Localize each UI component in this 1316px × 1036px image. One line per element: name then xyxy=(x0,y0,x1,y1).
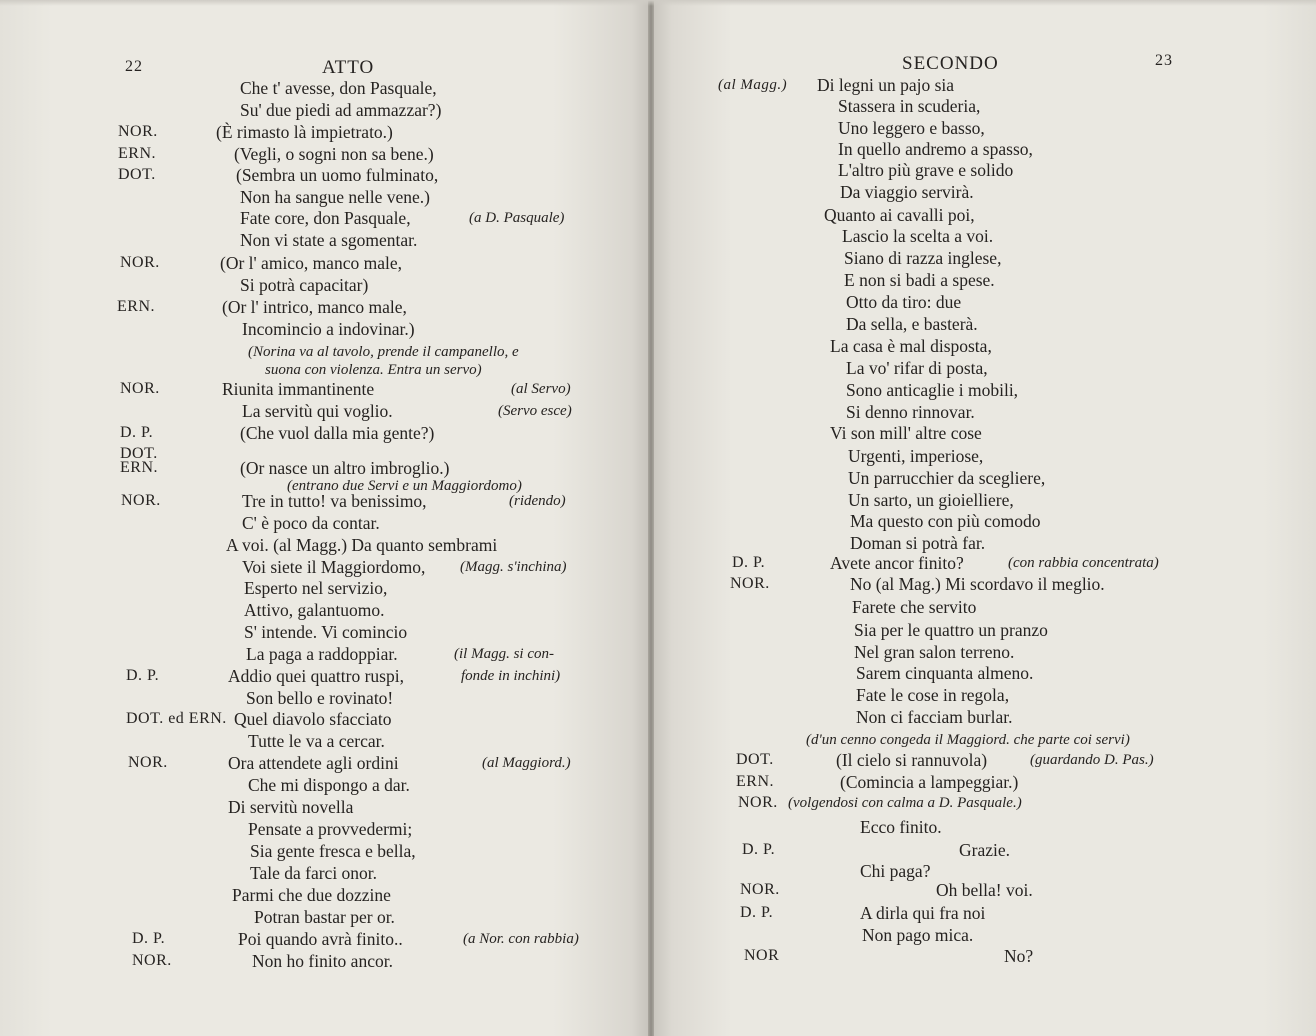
verse-line: Sono anticaglie i mobili, xyxy=(846,380,1019,400)
verse-line: Tre in tutto! va benissimo, xyxy=(242,491,427,511)
verse-line: Oh bella! voi. xyxy=(936,880,1033,900)
speaker-label: D. P. xyxy=(732,554,766,571)
verse-line: (Che vuol dalla mia gente?) xyxy=(240,423,435,443)
verse-line: Ora attendete agli ordini xyxy=(228,753,399,773)
verse-line: Da sella, e basterà. xyxy=(846,314,978,334)
verse-line: Che mi dispongo a dar. xyxy=(248,775,410,795)
stage-direction: (con rabbia concentrata) xyxy=(1008,555,1159,571)
stage-direction: suona con violenza. Entra un servo) xyxy=(265,362,482,378)
verse-line: Ecco finito. xyxy=(860,817,942,837)
speaker-label: NOR. xyxy=(121,492,161,509)
verse-line: Su' due piedi ad ammazzar?) xyxy=(240,100,442,120)
verse-line: Urgenti, imperiose, xyxy=(848,446,984,466)
page-number-left: 22 xyxy=(125,58,143,75)
speaker-label: DOT. xyxy=(118,166,156,183)
book-gutter xyxy=(648,0,654,1036)
speaker-label: NOR. xyxy=(128,754,168,771)
verse-line: Lascio la scelta a voi. xyxy=(842,226,994,246)
verse-line: Un sarto, un gioielliere, xyxy=(848,490,1014,510)
verse-line: Stassera in scuderia, xyxy=(838,96,981,116)
verse-line: Parmi che due dozzine xyxy=(232,885,391,905)
speaker-label: ERN. xyxy=(117,298,155,315)
verse-line: Di legni un pajo sia xyxy=(817,75,955,95)
verse-line: Non ci facciam burlar. xyxy=(856,707,1013,727)
stage-direction: fonde in inchini) xyxy=(461,668,561,684)
speaker-label: NOR. xyxy=(118,123,158,140)
verse-line: Avete ancor finito? xyxy=(830,553,964,573)
verse-line: No (al Mag.) Mi scordavo il meglio. xyxy=(850,574,1105,594)
speaker-label: NOR. xyxy=(120,380,160,397)
verse-line: Fate core, don Pasquale, xyxy=(240,208,411,228)
left-page xyxy=(0,0,651,1036)
verse-line: Otto da tiro: due xyxy=(846,292,962,312)
verse-line: L'altro più grave e solido xyxy=(838,160,1014,180)
verse-line: Non ho finito ancor. xyxy=(252,951,393,971)
verse-line: (Or nasce un altro imbroglio.) xyxy=(240,458,450,478)
speaker-label: DOT. xyxy=(736,751,774,768)
verse-line: Sarem cinquanta almeno. xyxy=(856,663,1034,683)
page-number-right: 23 xyxy=(1155,52,1173,69)
verse-line: Farete che servito xyxy=(852,597,977,617)
verse-line: Ma questo con più comodo xyxy=(850,511,1041,531)
stage-direction: (al Maggiord.) xyxy=(482,755,571,771)
speaker-label: DOT. xyxy=(120,445,158,462)
speaker-label: NOR. xyxy=(120,254,160,271)
verse-line: La vo' rifar di posta, xyxy=(846,358,988,378)
verse-line: Incomincio a indovinar.) xyxy=(242,319,415,339)
verse-line: Di servitù novella xyxy=(228,797,354,817)
verse-line: Non pago mica. xyxy=(862,925,974,945)
speaker-label: NOR xyxy=(744,947,780,964)
verse-line: Tale da farci onor. xyxy=(250,863,378,883)
speaker-label: (al Magg.) xyxy=(718,77,788,93)
speaker-label: ERN. xyxy=(120,459,158,476)
verse-line: No? xyxy=(1004,946,1034,966)
speaker-label: D. P. xyxy=(740,904,774,921)
verse-line: Da viaggio servirà. xyxy=(840,182,974,202)
stage-direction: (d'un cenno congeda il Maggiord. che parte coi servi) xyxy=(806,732,1130,748)
verse-line: Non vi state a sgomentar. xyxy=(240,230,418,250)
verse-line: (Or l' intrico, manco male, xyxy=(222,297,407,317)
verse-line: Fate le cose in regola, xyxy=(856,685,1010,705)
verse-line: (È rimasto là impietrato.) xyxy=(216,122,393,142)
stage-direction: (volgendosi con calma a D. Pasquale.) xyxy=(788,795,1022,811)
stage-direction: (a Nor. con rabbia) xyxy=(463,931,579,947)
running-head-right: SECONDO xyxy=(902,53,999,74)
verse-line: Tutte le va a cercar. xyxy=(248,731,385,751)
stage-direction: (Servo esce) xyxy=(498,403,572,419)
verse-line: (Il cielo si rannuvola) xyxy=(836,750,988,770)
running-head-left: ATTO xyxy=(322,57,375,78)
verse-line: (Vegli, o sogni non sa bene.) xyxy=(234,144,434,164)
speaker-label: DOT. ed ERN. xyxy=(126,710,227,727)
verse-line: La servitù qui voglio. xyxy=(242,401,393,421)
speaker-label: D. P. xyxy=(120,424,154,441)
verse-line: Chi paga? xyxy=(860,861,931,881)
verse-line: Attivo, galantuomo. xyxy=(244,600,385,620)
speaker-label: D. P. xyxy=(742,841,776,858)
verse-line: Vi son mill' altre cose xyxy=(830,423,982,443)
verse-line: A voi. (al Magg.) Da quanto sembrami xyxy=(226,535,498,555)
speaker-label: D. P. xyxy=(132,930,166,947)
verse-line: Quel diavolo sfacciato xyxy=(234,709,392,729)
verse-line: La paga a raddoppiar. xyxy=(246,644,398,664)
verse-line: Sia per le quattro un pranzo xyxy=(854,620,1048,640)
stage-direction: (guardando D. Pas.) xyxy=(1030,752,1154,768)
verse-line: Addio quei quattro ruspi, xyxy=(228,666,404,686)
verse-line: Sia gente fresca e bella, xyxy=(250,841,416,861)
stage-direction: (a D. Pasquale) xyxy=(469,210,565,226)
verse-line: Poi quando avrà finito.. xyxy=(238,929,403,949)
verse-line: Esperto nel servizio, xyxy=(244,578,388,598)
verse-line: Nel gran salon terreno. xyxy=(854,642,1015,662)
speaker-label: NOR. xyxy=(730,575,770,592)
speaker-label: NOR. xyxy=(740,881,780,898)
speaker-label: NOR. xyxy=(738,794,778,811)
stage-direction: (entrano due Servi e un Maggiordomo) xyxy=(287,478,522,494)
verse-line: La casa è mal disposta, xyxy=(830,336,992,356)
verse-line: Che t' avesse, don Pasquale, xyxy=(240,78,437,98)
verse-line: Un parrucchier da scegliere, xyxy=(848,468,1046,488)
speaker-label: D. P. xyxy=(126,667,160,684)
speaker-label: NOR. xyxy=(132,952,172,969)
top-edge-shadow xyxy=(0,0,1316,6)
verse-line: (Or l' amico, manco male, xyxy=(220,253,402,273)
stage-direction: (il Magg. si con- xyxy=(454,646,554,662)
verse-line: A dirla qui fra noi xyxy=(860,903,986,923)
verse-line: Uno leggero e basso, xyxy=(838,118,985,138)
speaker-label: ERN. xyxy=(736,773,774,790)
verse-line: Riunita immantinente xyxy=(222,379,375,399)
verse-line: Grazie. xyxy=(959,840,1011,860)
stage-direction: (al Servo) xyxy=(511,381,571,397)
speaker-label: ERN. xyxy=(118,145,156,162)
verse-line: Si potrà capacitar) xyxy=(240,275,369,295)
verse-line: Si denno rinnovar. xyxy=(846,402,975,422)
verse-line: Potran bastar per or. xyxy=(254,907,395,927)
verse-line: (Comincia a lampeggiar.) xyxy=(840,772,1019,792)
right-page xyxy=(652,0,1316,1036)
verse-line: Voi siete il Maggiordomo, xyxy=(242,557,426,577)
verse-line: C' è poco da contar. xyxy=(242,513,380,533)
stage-direction: (Magg. s'inchina) xyxy=(460,559,567,575)
verse-line: Doman si potrà far. xyxy=(850,533,986,553)
verse-line: Quanto ai cavalli poi, xyxy=(824,205,975,225)
stage-direction: (Norina va al tavolo, prende il campanello, e xyxy=(248,344,519,360)
verse-line: Non ha sangue nelle vene.) xyxy=(240,187,430,207)
verse-line: Siano di razza inglese, xyxy=(844,248,1002,268)
verse-line: (Sembra un uomo fulminato, xyxy=(236,165,439,185)
stage-direction: (ridendo) xyxy=(509,493,566,509)
verse-line: Son bello e rovinato! xyxy=(246,688,394,708)
verse-line: E non si badi a spese. xyxy=(844,270,995,290)
verse-line: In quello andremo a spasso, xyxy=(838,139,1033,159)
verse-line: S' intende. Vi comincio xyxy=(244,622,408,642)
verse-line: Pensate a provvedermi; xyxy=(248,819,413,839)
